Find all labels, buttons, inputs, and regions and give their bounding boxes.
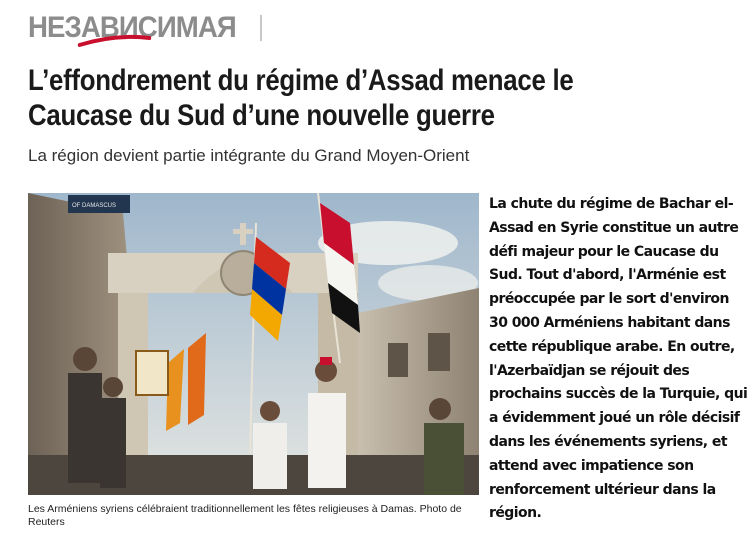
site-logo[interactable] xyxy=(28,10,236,46)
article-body: La chute du régime de Bachar el-Assad en Syrie constitue un autre défi majeur pour le Caucase du Sud. Tout d'abord, l'Arménie est préoccupée par le sort d'environ 30 000 Arméniens habitant dans cette république arabe. En outre, l'Azerbaïdjan se réjouit des prochains succès de la Turquie, qui a évidemment joué un rôle décisif dans les événements syriens, et attend avec impatience son renforcement ultérieur dans la région. xyxy=(489,196,748,522)
site-logo-text: НЕЗАВИСИМАЯ xyxy=(28,11,236,44)
street-sign-text: OF DAMASCUS xyxy=(72,203,117,209)
photo-caption: Les Arméniens syriens célébraient traditionnellement les fêtes religieuses à Damas. Photo de Reuters xyxy=(28,503,462,528)
masthead xyxy=(28,10,262,46)
logo-swoosh-icon xyxy=(78,32,152,48)
article-photo xyxy=(28,193,479,495)
photo-illustration xyxy=(28,193,479,495)
article-subtitle: La région devient partie intégrante du Grand Moyen-Orient xyxy=(28,146,470,165)
article-headline: L’effondrement du régime d’Assad menace le Caucase du Sud d’une nouvelle guerre xyxy=(28,64,574,132)
masthead-divider xyxy=(260,15,262,41)
